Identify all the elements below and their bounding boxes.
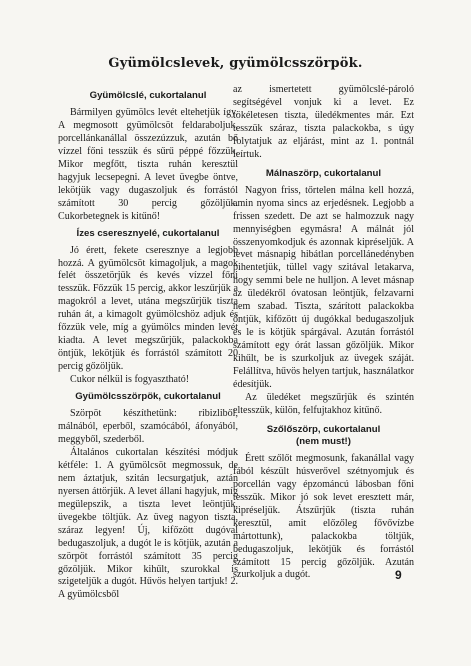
page-title: Gyümölcslevek, gyümölcsszörpök.: [108, 56, 363, 71]
left-column: [58, 84, 238, 602]
paragraph-szoloszorp: Érett szőlőt megmosunk, fakanállal vagy fából készült húsverővel szétnyomjuk és porcellán vagy épzománcú lábosban főni tesszük. Mikor jó sok levet eresztett már, kipréseljük. Átszűrjük (tiszta ruhán keresztül, amit előzőleg fővővízbe mártottunk), palackokba töltjük, bedugaszoljuk, lekötjük és forrástól számított 15 percig gőzöljük. Azután szurkoljuk a dugót.: [233, 452, 414, 581]
right-column: [233, 84, 414, 582]
section-heading-malnaszorp: Málnaszörp, cukortalanul: [265, 167, 382, 179]
paragraph-gyumolcsszorpok-method: Általános cukortalan készítési módjuk kétféle: 1. A gyümölcsöt megmossuk, de nem áztatjuk, szitán lecsurgatjuk, aztán nyersen áttörjük. A levet állani hagyjuk, míg megülepszik, a tiszta levet leöntjük, üvegekbe töltjük. Az üveg nagyon tiszta, száraz legyen! Új, kifőzött dugóval bedugaszoljuk, a dugót le is kötjük, azután a szörpöt forrástól számított 35 percig gőzöljük. Mikor kihűlt, szurokkal is szigeteljük a dugót. Hűvös helyen tartjuk! 2. A gyümölcsből: [58, 446, 238, 601]
section-heading-gyumolcsle: Gyümölcslé, cukortalanul: [89, 90, 207, 101]
page-number: 9: [395, 568, 402, 582]
section-heading-szoloszorp-title: Szőlőszörp, cukortalanul: [266, 423, 381, 435]
section-heading-szoloszorp-subtitle: (nem must!): [296, 435, 351, 447]
section-heading-szoloszorp: [233, 424, 414, 448]
paragraph-cseresznyele-note: Cukor nélkül is fogyasztható!: [70, 374, 190, 386]
paragraph-malnaszorp-sediment: Az üledéket megszűrjük és szintén eltesszük, külön, felfujtakhoz kitűnő.: [233, 391, 414, 416]
paragraph-gyumolcsle: Bármilyen gyümölcs levét eltehetjük így. A megmosott gyümölcsöt feldaraboljuk, porcellánkanállal összezúzzuk, azután bő vízzel főni tesszük és sűrű péppé főzzük. Mikor megfőtt, tiszta ruhán keresztül hagyjuk lecsepegni. A levet üvegbe öntve, lekötjük vagy dugaszoljuk és forrástól számított 30 percig gőzöljük. Cukorbetegnek is kitűnő!: [58, 107, 238, 222]
paragraph-gyumolcsszorpok-fruits: Szörpöt készíthetünk: ribizliből, málnából, eperből, szamócából, áfonyából, meggyből, szederből.: [58, 408, 238, 445]
section-heading-cseresznyele: Ízes cseresznyelé, cukortalanul: [76, 227, 220, 239]
section-heading-gyumolcsszorpok: Gyümölcsszörpök, cukortalanul: [75, 391, 221, 403]
paragraph-malnaszorp: Nagyon friss, tőrtelen málna kell hozzá, amin nyoma sincs az erjedésnek. Legjobb a frissen szedett. De azt se halmozzuk nagy mennyiségben egymásra! A málnát jól összenyomkodjuk és azonnak kipréseljük. A levet másnapig hibátlan porcellánedényben pihentetjük, tüllel vagy szitával letakarva, hogy semmi bele ne hulljon. A levet másnap az üledékről óvatosan leöntjük, felzavarni nem szabad. Tiszta, szárított palackokba öntjük, kifőzött új dugókkal bedugaszoljuk és le is kötjük spárgával. Azután forrástól számított egy órát lassan gőzöljük. Mikor kihűlt, be is szurkoljuk az üvegek száját. Felállítva, hűvös helyen tartjuk, használatkor édesítjük.: [233, 184, 414, 391]
paragraph-continuation: az ismertetett gyümölcslé-pároló segítségével vonjuk ki a levet. Ez tökéletesen tiszta, üledékmentes már. Ezt tesszük száraz, tiszta palackokba, s úgy folytatjuk az eljárást, mint az 1. pontnál leírtuk.: [233, 84, 414, 160]
paragraph-cseresznyele: Jó érett, fekete cseresznye a legjobb hozzá. A gyümölcsöt kimagoljuk, a magok felét összetörjük és kevés vízzel főni tesszük. Főzzük 15 percig, akkor leszűrjük a magokról a levet, utána megszűrjük tiszta ruhán át, a kimagolt gyümölcshöz adjuk és főzzük vele, míg a gyümölcs minden levét kiadta. A levet megszűrjük, palackokba öntjük, lekötjük és forrástól számított 20 percig gőzöljük.: [58, 244, 238, 373]
